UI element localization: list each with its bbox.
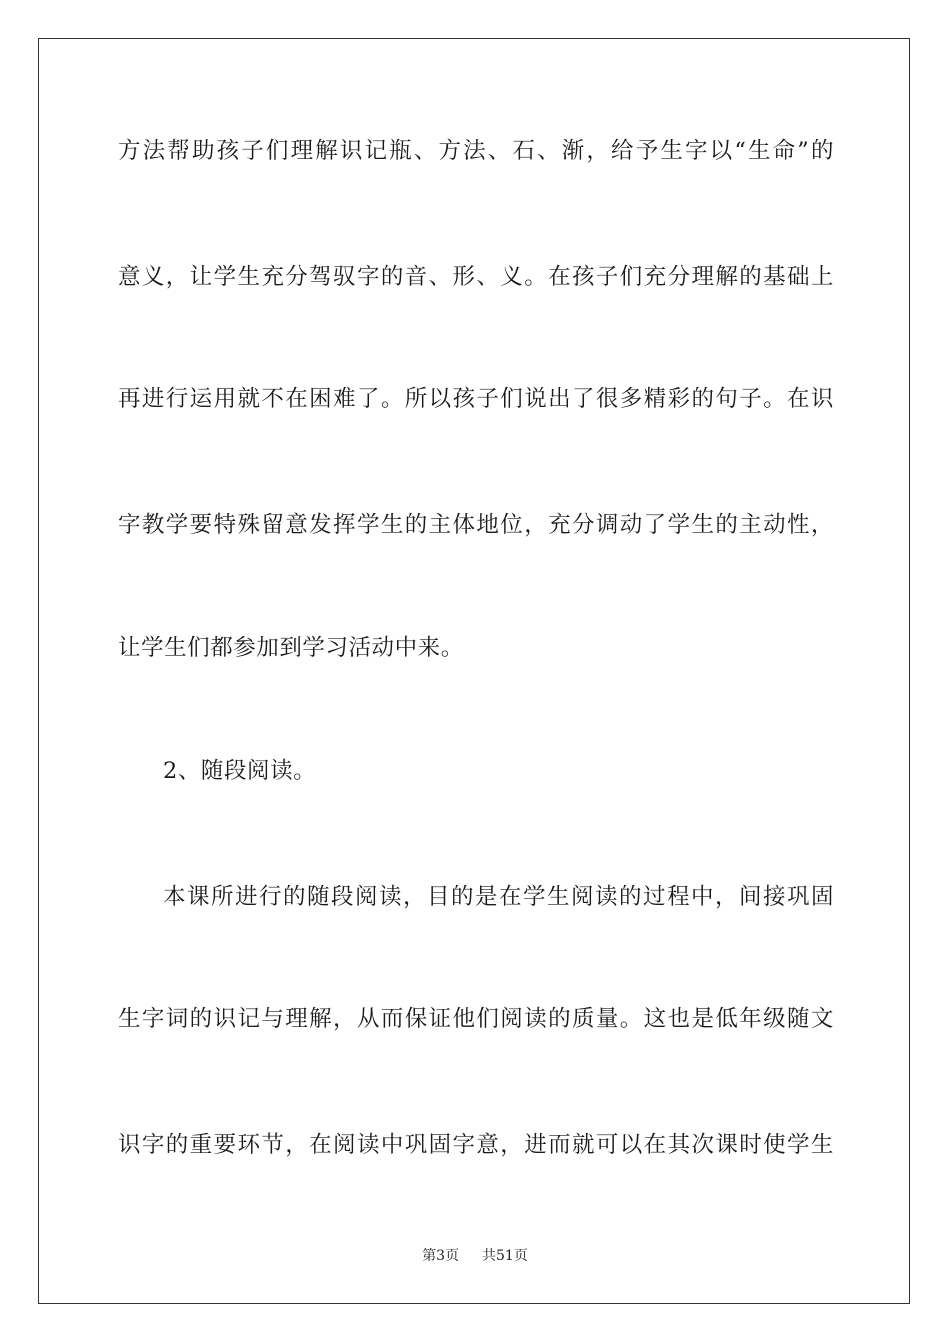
page-number: 第3页 bbox=[422, 1248, 460, 1264]
body-text-line: 意义，让学生充分驾驭字的音、形、义。在孩子们充分理解的基础上 bbox=[118, 264, 834, 290]
total-pages: 共51页 bbox=[482, 1248, 528, 1264]
body-text-line: 让学生们都参加到学习活动中来。 bbox=[118, 635, 464, 661]
body-text-line: 字教学要特殊留意发挥学生的主体地位，充分调动了学生的主动性， bbox=[118, 512, 834, 538]
page-border bbox=[38, 38, 910, 1304]
page-footer bbox=[0, 1247, 950, 1265]
section-heading: 2、随段阅读。 bbox=[163, 758, 317, 784]
body-text-line: 生字词的识记与理解，从而保证他们阅读的质量。这也是低年级随文 bbox=[118, 1006, 834, 1032]
body-text-line: 本课所进行的随段阅读，目的是在学生阅读的过程中，间接巩固 bbox=[163, 884, 834, 910]
body-text-line: 方法帮助孩子们理解识记瓶、方法、石、渐，给予生字以“生命”的 bbox=[118, 138, 834, 164]
body-text-line: 再进行运用就不在困难了。所以孩子们说出了很多精彩的句子。在识 bbox=[118, 386, 834, 412]
body-text-line: 识字的重要环节，在阅读中巩固字意，进而就可以在其次课时使学生 bbox=[118, 1132, 834, 1158]
